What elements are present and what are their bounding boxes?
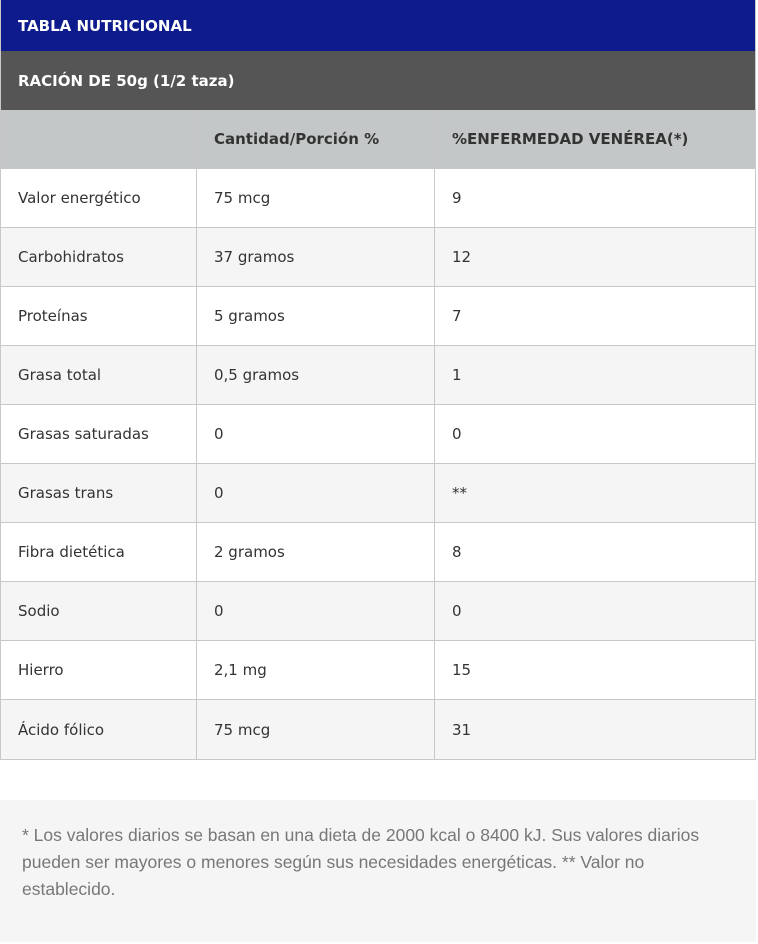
nutrient-name: Sodio bbox=[1, 582, 197, 640]
nutrient-name: Valor energético bbox=[1, 169, 197, 227]
nutrient-name: Ácido fólico bbox=[1, 700, 197, 759]
nutrient-amount: 37 gramos bbox=[197, 228, 435, 286]
nutrient-amount: 5 gramos bbox=[197, 287, 435, 345]
nutrient-amount: 75 mcg bbox=[197, 169, 435, 227]
nutrient-daily-value: 31 bbox=[452, 720, 472, 739]
table-row bbox=[1, 405, 755, 464]
table-row bbox=[1, 641, 755, 700]
nutrient-amount: 0 bbox=[197, 582, 435, 640]
nutrient-daily-value: 15 bbox=[452, 661, 472, 679]
nutrient-daily-value: 0 bbox=[452, 425, 462, 443]
table-row bbox=[1, 287, 755, 346]
table-row bbox=[1, 346, 755, 405]
nutrient-daily-value: 12 bbox=[452, 248, 472, 266]
table-row bbox=[1, 464, 755, 523]
nutrient-name: Carbohidratos bbox=[1, 228, 197, 286]
header-cell-nutrient bbox=[1, 110, 197, 168]
nutrient-name: Fibra dietética bbox=[1, 523, 197, 581]
table-row bbox=[1, 228, 755, 287]
nutrient-name: Proteínas bbox=[1, 287, 197, 345]
nutrient-amount: 2 gramos bbox=[197, 523, 435, 581]
header-cell-amount: Cantidad/Porción % bbox=[197, 110, 435, 168]
table-header-row bbox=[1, 110, 755, 169]
footnote: * Los valores diarios se basan en una dieta de 2000 kcal o 8400 kJ. Sus valores diarios pueden ser mayores o menores según sus necesidades energéticas. ** Valor no establecido. bbox=[0, 800, 756, 942]
nutrient-name: Hierro bbox=[1, 641, 197, 699]
nutrient-amount: 2,1 mg bbox=[197, 641, 435, 699]
nutrient-amount: 0,5 gramos bbox=[197, 346, 435, 404]
nutrient-daily-value: ** bbox=[452, 484, 467, 502]
nutrient-amount: 75 mcg bbox=[197, 700, 435, 759]
serving-size: RACIÓN DE 50g (1/2 taza) bbox=[1, 51, 755, 110]
nutrient-amount: 0 bbox=[197, 464, 435, 522]
table-row bbox=[1, 700, 755, 760]
table-row bbox=[1, 582, 755, 641]
table-title: TABLA NUTRICIONAL bbox=[1, 0, 755, 51]
nutrient-name: Grasas saturadas bbox=[1, 405, 197, 463]
nutrient-daily-value: 7 bbox=[452, 307, 462, 325]
nutrient-daily-value: 0 bbox=[452, 602, 462, 620]
nutrient-daily-value: 9 bbox=[452, 189, 462, 207]
nutrient-daily-value: 8 bbox=[452, 543, 462, 561]
table-row bbox=[1, 169, 755, 228]
nutrient-daily-value: 1 bbox=[452, 366, 462, 384]
nutrient-amount: 0 bbox=[197, 405, 435, 463]
nutrient-name: Grasa total bbox=[1, 346, 197, 404]
nutrient-name: Grasas trans bbox=[1, 464, 197, 522]
header-cell-daily-value: %ENFERMEDAD VENÉREA(*) bbox=[452, 130, 689, 148]
table-row bbox=[1, 523, 755, 582]
